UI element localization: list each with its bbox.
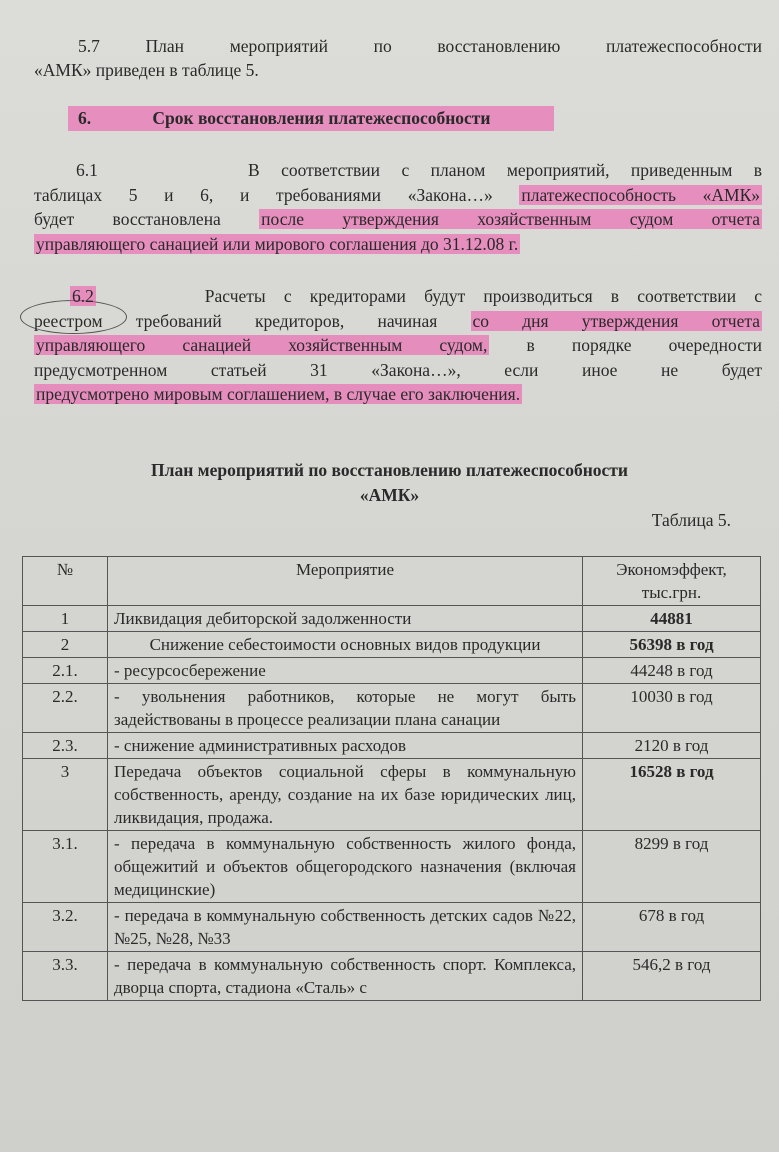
row-measure: Снижение себестоимости основных видов продукции	[108, 632, 583, 658]
p62-line4: предусмотренном статьей 31 «Закона…», если иное не будет	[34, 359, 762, 380]
header-effect	[583, 557, 761, 606]
p61-line1: В соответствии с планом мероприятий, приведенным в	[248, 160, 763, 180]
p61-line3a: будет восстановлена	[34, 209, 260, 229]
p62-line3b: в порядке очередности	[489, 335, 762, 355]
row-number: 1	[23, 606, 108, 632]
p61-line4-highlight: управляющего санацией или мирового соглашения до 31.12.08 г.	[36, 233, 519, 254]
p62-line2a: реестром требований кредиторов, начиная	[34, 310, 471, 331]
section-6-title: Срок восстановления платежеспособности	[152, 108, 491, 128]
table-row	[23, 632, 761, 658]
table-row	[23, 903, 761, 952]
row-number: 2.3.	[23, 733, 108, 759]
row-measure: - передача в коммунальную собственность спорт. Комплекса, дворца спорта, стадиона «Сталь» с	[108, 952, 583, 1001]
table-body	[23, 606, 761, 1001]
paragraph-6-2	[34, 284, 762, 407]
row-effect: 44881	[583, 606, 761, 632]
row-number: 3.2.	[23, 903, 108, 952]
p62-line1: Расчеты с кредиторами будут производиться в соответствии с	[204, 286, 763, 306]
table-row	[23, 606, 761, 632]
measures-table	[22, 556, 761, 1001]
table-title-line2: «АМК»	[359, 485, 420, 505]
row-number: 2.1.	[23, 658, 108, 684]
row-measure: - передача в коммунальную собственность жилого фонда, общежитий и объектов общегородского назначения (включая медицинские)	[108, 831, 583, 903]
p57-line2: «АМК» приведен в таблице 5.	[34, 60, 259, 80]
row-number: 2.2.	[23, 684, 108, 733]
paragraph-5-7-cont	[34, 58, 762, 83]
p62-line2b-highlight: со дня утверждения отчета	[472, 310, 760, 331]
header-num: №	[23, 557, 108, 606]
table-row	[23, 831, 761, 903]
row-number: 3.1.	[23, 831, 108, 903]
table-row	[23, 733, 761, 759]
row-measure: Передача объектов социальной сферы в коммунальную собственность, аренду, создание на их базе юридических лиц, ликвидация, продажа.	[108, 759, 583, 831]
table-title-line1: План мероприятий по восстановлению платежеспособности	[151, 460, 628, 480]
section-6-heading	[68, 106, 554, 131]
row-number: 2	[23, 632, 108, 658]
table-row	[23, 952, 761, 1001]
header-effect-line2: тыс.грн.	[641, 583, 702, 602]
table-title	[0, 458, 779, 508]
table-header-row	[23, 557, 761, 606]
row-measure: - ресурсосбережение	[108, 658, 583, 684]
table-row	[23, 759, 761, 831]
paragraph-6-1	[34, 158, 762, 256]
table-row	[23, 684, 761, 733]
row-number: 3	[23, 759, 108, 831]
header-effect-line1: Экономэффект,	[616, 560, 727, 579]
section-6-number: 6.	[78, 108, 92, 128]
row-number: 3.3.	[23, 952, 108, 1001]
p61-line2a: таблицах 5 и 6, и требованиями «Закона…»	[34, 184, 520, 205]
row-measure: - увольнения работников, которые не могут быть задействованы в процессе реализации плана санации	[108, 684, 583, 733]
paragraph-5-7	[78, 34, 762, 59]
row-effect: 546,2 в год	[583, 952, 761, 1001]
row-effect: 16528 в год	[583, 759, 761, 831]
table-label: Таблица 5.	[651, 510, 731, 530]
row-measure: - передача в коммунальную собственность детских садов №22, №25, №28, №33	[108, 903, 583, 952]
row-effect: 56398 в год	[583, 632, 761, 658]
row-effect: 44248 в год	[583, 658, 761, 684]
table-row	[23, 658, 761, 684]
p61-line3b-highlight: после утверждения хозяйственным судом отчета	[261, 209, 760, 229]
p61-line2b-highlight: платежеспособность «АМК»	[521, 184, 760, 205]
row-effect: 2120 в год	[583, 733, 761, 759]
row-effect: 10030 в год	[583, 684, 761, 733]
p62-number: 6.2	[72, 286, 94, 306]
row-measure: Ликвидация дебиторской задолженности	[108, 606, 583, 632]
p62-line5-highlight: предусмотрено мировым соглашением, в случае его заключения.	[36, 384, 521, 404]
p57-line1: 5.7 План мероприятий по восстановлению платежеспособности	[78, 36, 762, 56]
row-effect: 678 в год	[583, 903, 761, 952]
p61-number: 6.1	[76, 160, 98, 180]
header-measure: Мероприятие	[108, 557, 583, 606]
p62-line3a-highlight: управляющего санацией хозяйственным судом,	[36, 335, 488, 355]
row-measure: - снижение административных расходов	[108, 733, 583, 759]
row-effect: 8299 в год	[583, 831, 761, 903]
